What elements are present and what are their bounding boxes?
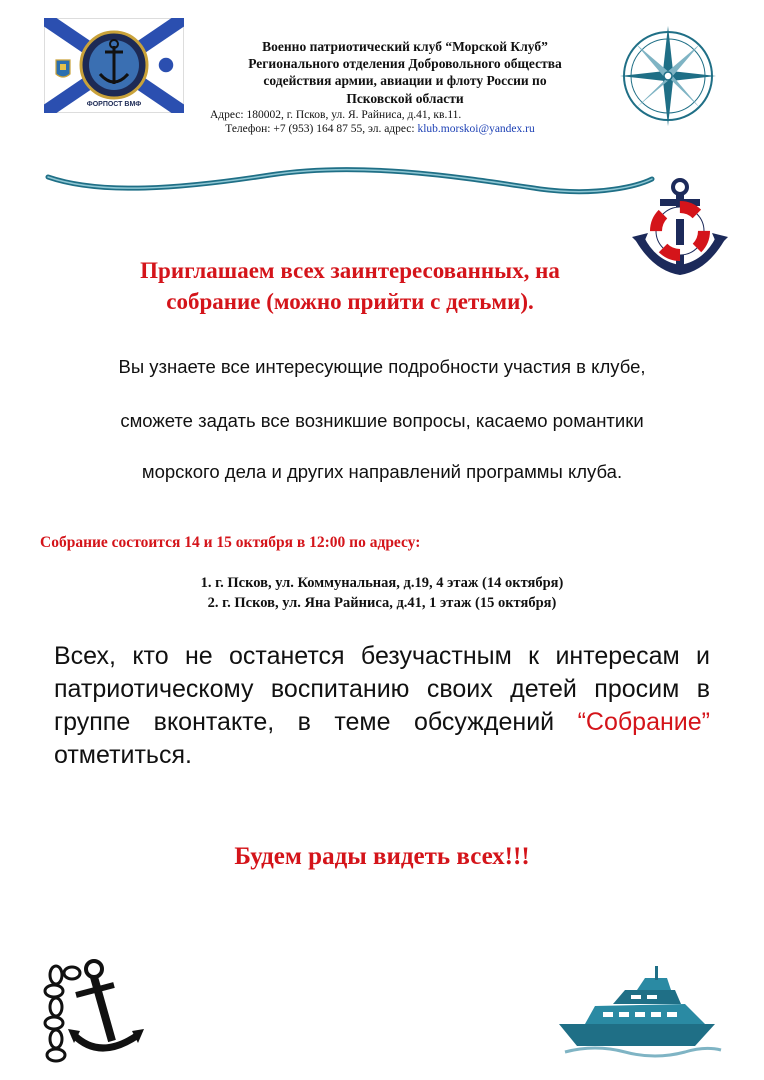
body-line-2: сможете задать все возникшие вопросы, касаемо романтики <box>120 410 644 431</box>
appeal-text-after: отметиться. <box>54 741 192 769</box>
header-address: Адрес: 180002, г. Псков, ул. Я. Райниса, д.41, кв.11. <box>210 109 462 121</box>
meeting-announcement: Собрание состоится 14 и 15 октября в 12:00 по адресу: <box>40 534 421 551</box>
invitation-line-2: собрание (можно прийти с детьми). <box>166 289 534 314</box>
body-line-1: Вы узнаете все интересующие подробности участия в клубе, <box>118 356 646 377</box>
header-email-link[interactable]: klub.morskoi@yandex.ru <box>417 123 535 135</box>
meeting-address-2: 2. г. Псков, ул. Яна Райниса, д.41, 1 этаж (15 октября) <box>207 595 557 611</box>
anchor-chain-icon <box>42 955 152 1065</box>
invitation-line-1: Приглашаем всех заинтересованных, на <box>140 258 560 283</box>
appeal-paragraph <box>54 640 710 772</box>
header-title-line-3: содействия армии, авиации и флоту России по <box>263 73 547 88</box>
logo-text: ФОРПОСТ ВМФ <box>86 101 142 108</box>
body-line-3: морского дела и других направлений программы клуба. <box>141 461 623 482</box>
meeting-address-1: 1. г. Псков, ул. Коммунальная, д.19, 4 этаж (14 октября) <box>200 575 564 591</box>
wave-rope-divider <box>40 155 660 205</box>
appeal-text-before: Всех, кто не останется безучастным к интересам и патриотическому воспитанию своих детей просим в группе вконтакте, в теме обсуждений <box>54 642 710 736</box>
header-title-line-4: Псковской области <box>346 91 464 106</box>
header-contacts <box>140 122 620 136</box>
appeal-highlight: “Собрание” <box>577 708 710 736</box>
header-title-line-2: Регионального отделения Добровольного общества <box>248 56 562 71</box>
closing-line: Будем рады видеть всех!!! <box>234 843 530 870</box>
header-phone: Телефон: +7 (953) 164 87 55, эл. адрес: <box>225 123 418 135</box>
yacht-icon <box>555 960 725 1060</box>
header-title-line-1: Военно патриотический клуб “Морской Клуб” <box>262 39 548 54</box>
